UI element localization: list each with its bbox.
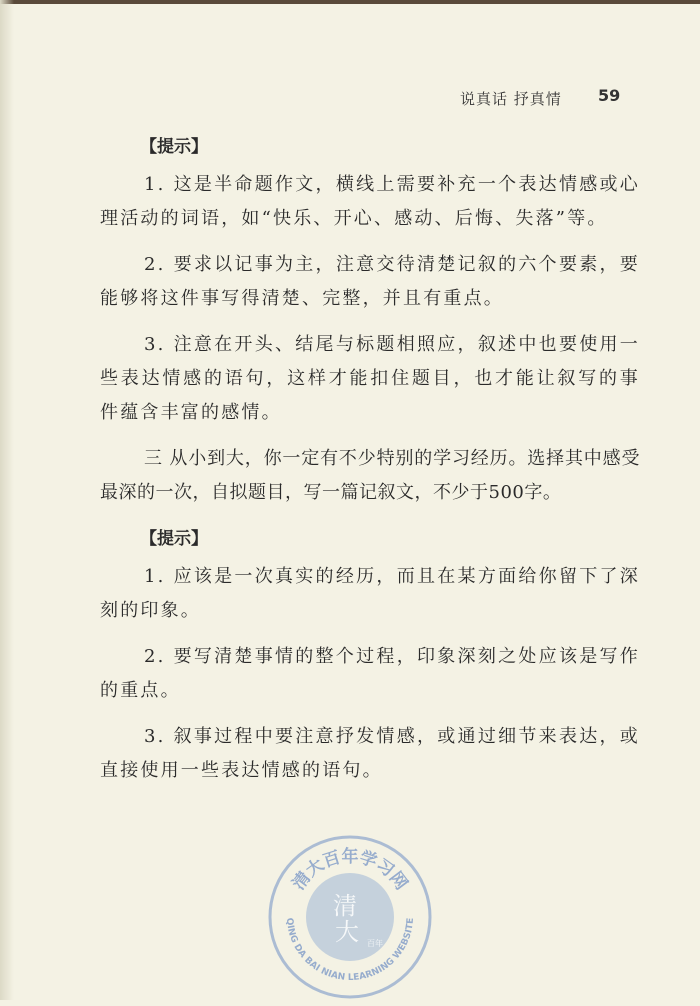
running-title: 说真话 抒真情 [460, 90, 562, 108]
tip-label: 【提示】 [140, 529, 208, 549]
page-number: 59 [598, 86, 621, 105]
tip-item: 2. 要写清楚事情的整个过程，印象深刻之处应该是写作的重点。 [100, 646, 640, 701]
tip-item: 1. 应该是一次真实的经历，而且在某方面给你留下了深刻的印象。 [100, 566, 640, 621]
svg-text:大: 大 [335, 918, 359, 946]
page-top-edge [0, 0, 700, 4]
tip-label: 【提示】 [140, 137, 208, 157]
svg-text:百年: 百年 [367, 939, 383, 948]
page-content [100, 130, 640, 800]
tip-item: 2. 要求以记事为主，注意交待清楚记叙的六个要素，要能够将这件事写得清楚、完整，并且有重点。 [100, 254, 640, 309]
svg-text:清: 清 [333, 892, 357, 920]
tip-item: 3. 注意在开头、结尾与标题相照应，叙述中也要使用一些表达情感的语句，这样才能扣住题目，也才能让叙写的事件蕴含丰富的感情。 [100, 334, 640, 423]
tip-item: 1. 这是半命题作文，横线上需要补充一个表达情感或心理活动的词语，如“快乐、开心、感动、后悔、失落”等。 [100, 174, 640, 229]
seal-graphic [265, 832, 435, 1002]
svg-text:清大百年学习网: 清大百年学习网 [288, 847, 412, 894]
page-binding-shadow [0, 0, 14, 1000]
page-header [460, 88, 640, 109]
writing-task: 三 从小到大，你一定有不少特别的学习经历。选择其中感受最深的一次，自拟题目，写一篇记叙文，不少于500字。 [100, 448, 640, 503]
svg-text:QING DA BAI NIAN LEARNING WEBS: QING DA BAI NIAN LEARNING WEBSITE [283, 917, 417, 984]
tip-item: 3. 叙事过程中要注意抒发情感，或通过细节来表达，或直接使用一些表达情感的语句。 [100, 726, 640, 781]
website-watermark-seal [265, 832, 435, 1002]
